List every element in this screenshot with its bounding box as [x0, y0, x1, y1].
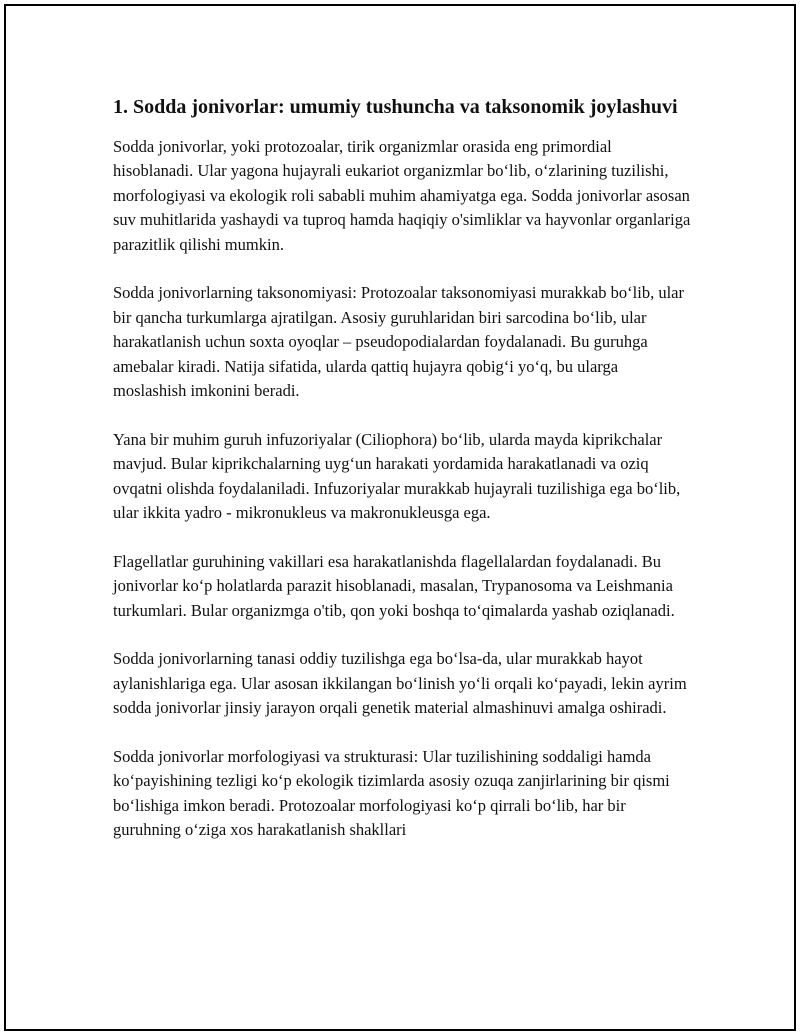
paragraph-taxonomy: Sodda jonivorlarning taksonomiyasi: Protozoalar taksonomiyasi murakkab bo‘lib, ular bir qancha turkumlarga ajratilgan. Asosiy guruhlaridan biri sarcodina bo‘lib, ular harakatlanish uchun soxta oyoqlar – pseudopodialardan foydalanadi. Bu guruhga amebalar kiradi. Natija sifatida, ularda qattiq hujayra qobig‘i yo‘q, bu ularga moslashish imkonini beradi.	[113, 283, 684, 401]
paragraph-flagellates: Flagellatlar guruhining vakillari esa harakatlanishda flagellalardan foydalanadi. Bu jonivorlar ko‘p holatlarda parazit hisoblanadi, masalan, Trypanosoma va Leishmania turkumlari. Bular organizmga o'tib, qon yoki boshqa to‘qimalarda yashab oziqlanadi.	[113, 551, 675, 620]
paragraph-life-cycle: Sodda jonivorlarning tanasi oddiy tuzilishga ega bo‘lsa-da, ular murakkab hayot aylanishlariga ega. Ular asosan ikkilangan bo‘linish yo‘li orqali ko‘payadi, lekin ayrim sodda jonivorlar jinsiy jarayon orqali genetik material almashinuvi amalga oshiradi.	[113, 649, 687, 718]
paragraph-morphology: Sodda jonivorlar morfologiyasi va strukturasi: Ular tuzilishining soddaligi hamda ko‘payishining tezligi ko‘p ekologik tizimlarda asosiy ozuqa zanjirlarining bir qismi bo‘lishiga imkon beradi. Protozoalar morfologiyasi ko‘p qirrali bo‘lib, har bir guruhning o‘ziga xos harakatlanish shakllari	[113, 747, 670, 840]
document-body	[113, 93, 693, 867]
paragraph-intro: Sodda jonivorlar, yoki protozoalar, tirik organizmlar orasida eng primordial hisoblanadi. Ular yagona hujayrali eukariot organizmlar bo‘lib, o‘zlarining tuzilishi, morfologiyasi va ekologik roli sababli muhim ahamiyatga ega. Sodda jonivorlar asosan suv muhitlarida yashaydi va tuproq hamda haqiqiy o'simliklar va hayvonlar organlariga parazitlik qilishi mumkin.	[113, 137, 691, 254]
paragraph-ciliophora: Yana bir muhim guruh infuzoriyalar (Ciliophora) bo‘lib, ularda mayda kiprikchalar mavjud. Bular kiprikchalarning uyg‘un harakati yordamida harakatlanadi va oziq ovqatni olishda foydalaniladi. Infuzoriyalar murakkab hujayrali tuzilishiga ega bo‘lib, ular ikkita yadro - mikronukleus va makronukleusga ega.	[113, 429, 681, 523]
section-heading: 1. Sodda jonivorlar: umumiy tushuncha va taksonomik joylashuvi	[113, 96, 678, 118]
